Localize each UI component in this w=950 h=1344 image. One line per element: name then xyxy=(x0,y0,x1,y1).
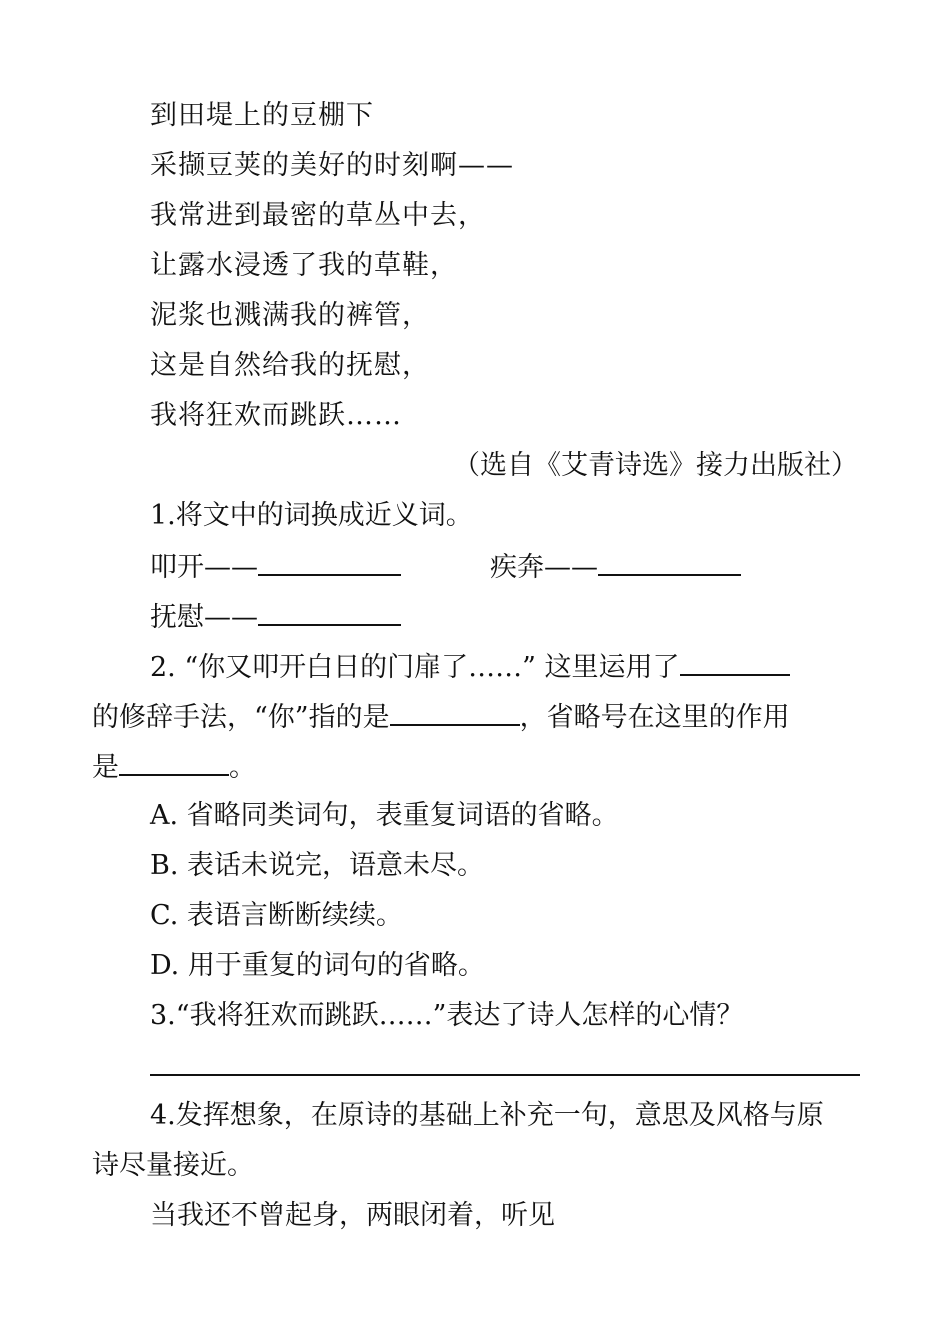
poem-source: （选自《艾青诗选》接力出版社） xyxy=(453,450,858,481)
q2-blank-1[interactable] xyxy=(680,650,790,676)
poem-line-5: 泥浆也溅满我的裤管， xyxy=(150,300,430,331)
q1-item-1 xyxy=(150,550,401,584)
q1-item-3-blank[interactable] xyxy=(258,600,401,626)
q1-item-2-label: 疾奔—— xyxy=(490,552,598,583)
q4-prompt-line-1: 4.发挥想象，在原诗的基础上补充一句，意思及风格与原 xyxy=(150,1100,824,1131)
poem-line-7: 我将狂欢而跳跃…… xyxy=(150,400,402,431)
poem-line-2: 采撷豆荚的美好的时刻啊—— xyxy=(150,150,514,181)
q4-starter-line: 当我还不曾起身，两眼闭着，听见 xyxy=(150,1200,555,1231)
poem-line-4: 让露水浸透了我的草鞋， xyxy=(150,250,458,281)
q3-answer-line[interactable] xyxy=(150,1074,860,1076)
q1-item-2 xyxy=(490,550,741,584)
q2-part-5: 。 xyxy=(229,752,256,783)
q1-prompt: 1.将文中的词换成近义词。 xyxy=(150,500,473,531)
q2-line-1 xyxy=(150,650,790,684)
q1-item-1-label: 叩开—— xyxy=(150,552,258,583)
q2-option-c: C. 表语言断断续续。 xyxy=(150,900,403,931)
q2-option-a: A. 省略同类词句，表重复词语的省略。 xyxy=(150,800,619,831)
q1-item-3 xyxy=(150,600,401,634)
q4-prompt-line-2: 诗尽量接近。 xyxy=(92,1150,254,1181)
poem-line-6: 这是自然给我的抚慰， xyxy=(150,350,430,381)
q2-part-3: ，省略号在这里的作用 xyxy=(519,702,790,733)
q1-item-2-blank[interactable] xyxy=(598,550,741,576)
q2-blank-2[interactable] xyxy=(390,700,520,726)
poem-line-1: 到田堤上的豆棚下 xyxy=(150,100,374,131)
poem-line-3: 我常进到最密的草丛中去， xyxy=(150,200,486,231)
q2-part-1: 2. “你又叩开白日的门扉了……” 这里运用了 xyxy=(150,652,680,683)
q2-part-4: 是 xyxy=(92,752,119,783)
q1-item-1-blank[interactable] xyxy=(258,550,401,576)
q2-option-b: B. 表话未说完，语意未尽。 xyxy=(150,850,485,881)
q2-blank-3[interactable] xyxy=(119,750,229,776)
q2-option-d: D. 用于重复的词句的省略。 xyxy=(150,950,485,981)
q2-line-3 xyxy=(92,750,256,784)
q3-prompt: 3.“我将狂欢而跳跃……”表达了诗人怎样的心情？ xyxy=(150,1000,744,1031)
q2-line-2 xyxy=(92,700,790,734)
q2-part-2: 的修辞手法，“你”指的是 xyxy=(92,702,390,733)
q1-item-3-label: 抚慰—— xyxy=(150,602,258,633)
